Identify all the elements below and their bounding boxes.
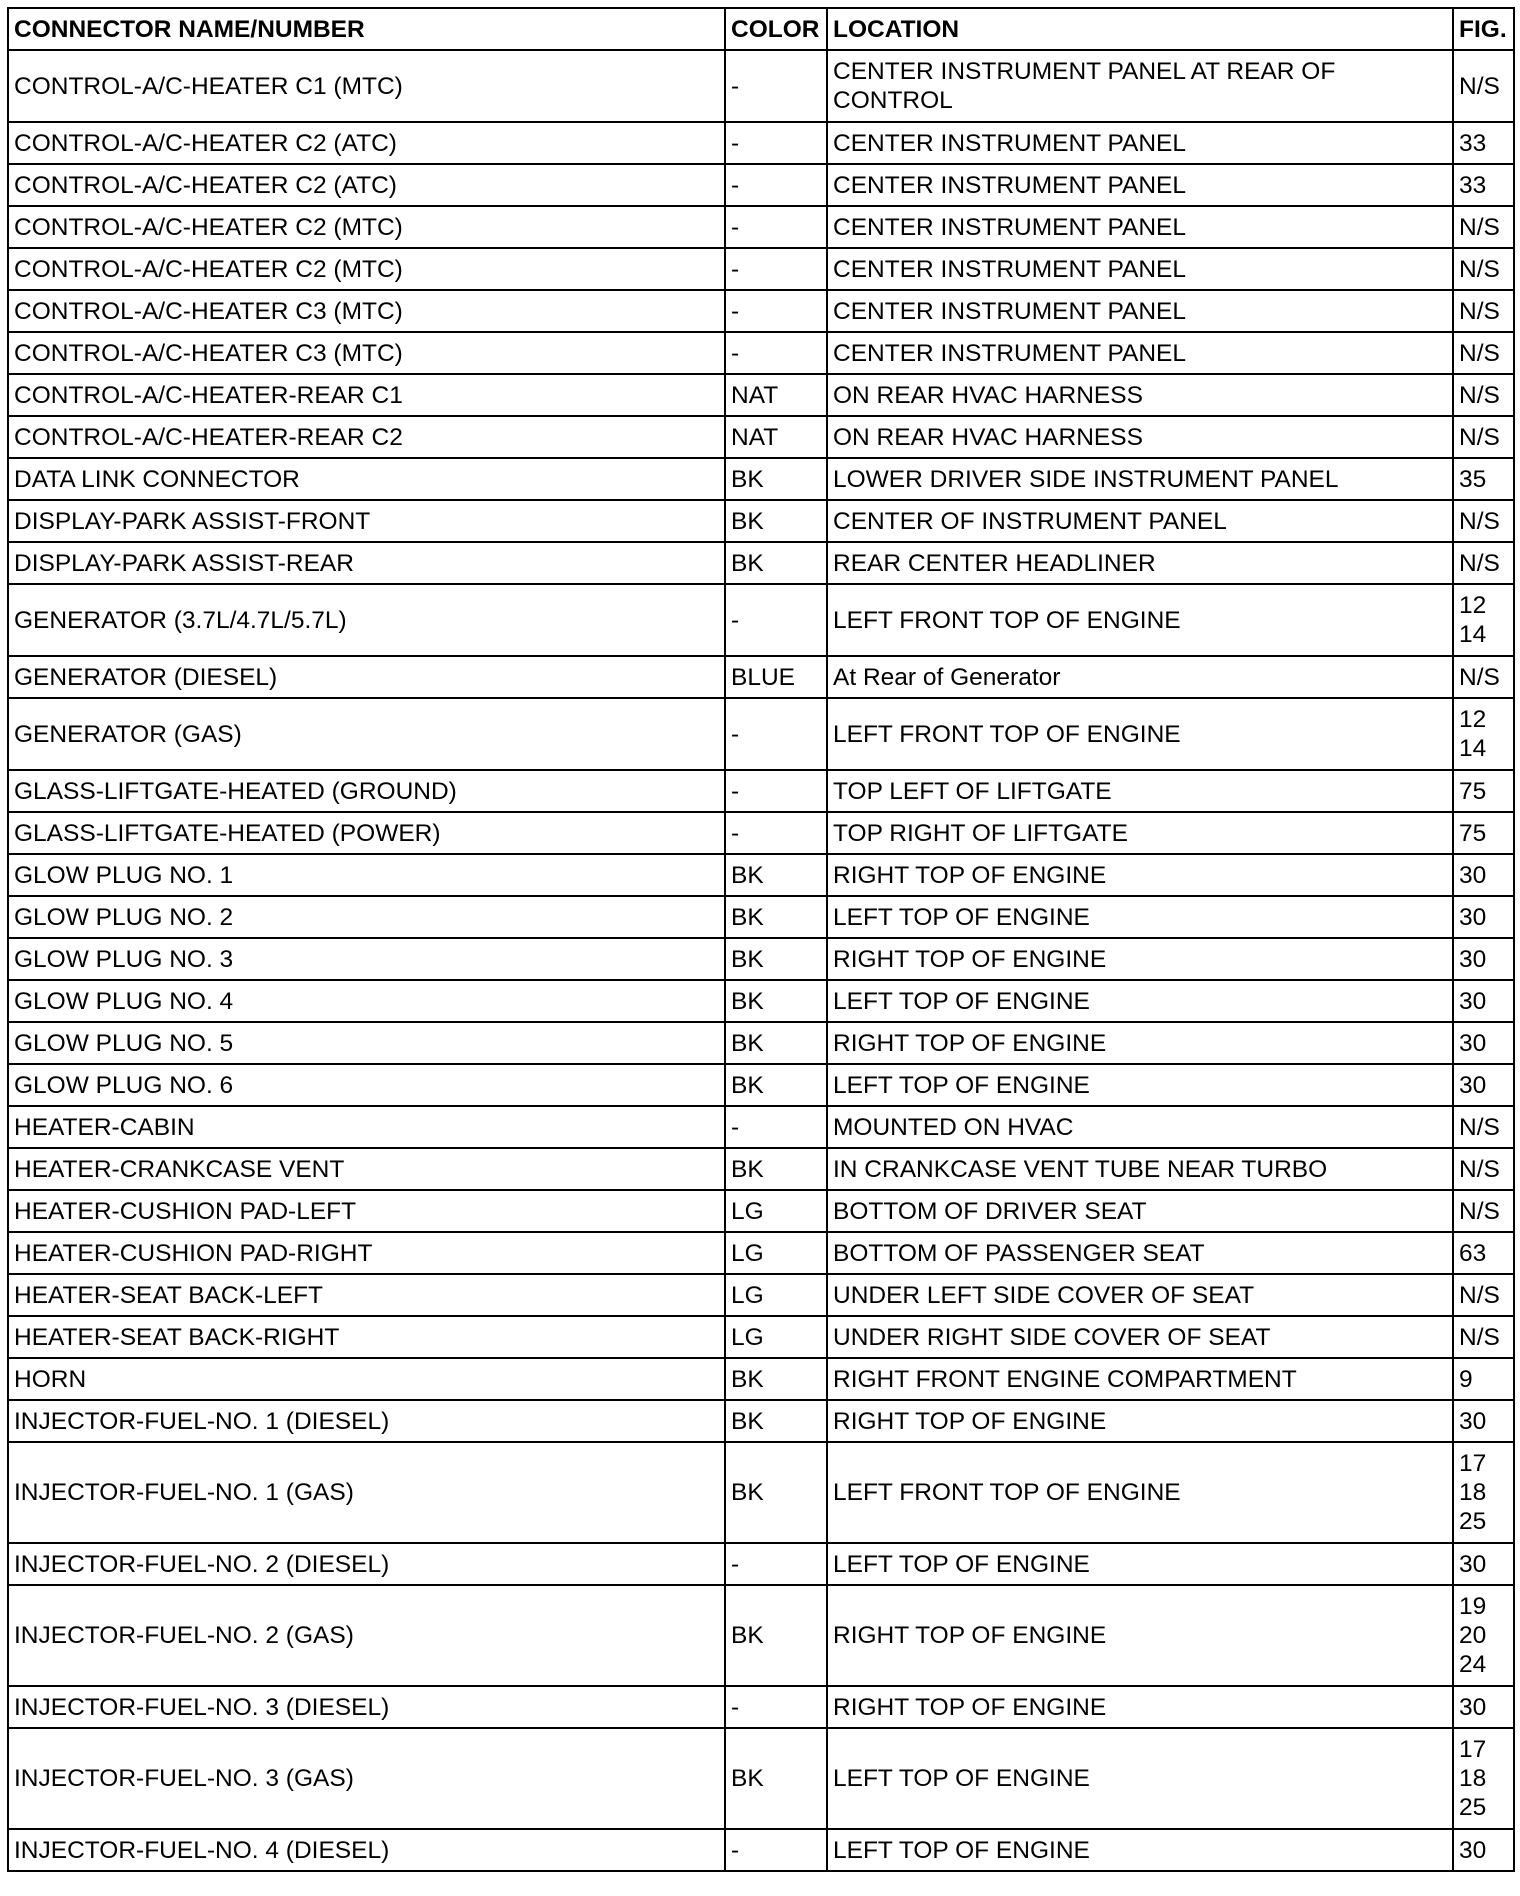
fig-number: 75: [1459, 819, 1487, 847]
location-cell: RIGHT TOP OF ENGINE: [827, 1686, 1453, 1728]
table-row: [8, 1358, 1514, 1400]
fig-number: N/S: [1459, 663, 1500, 691]
connector-name-cell: INJECTOR-FUEL-NO. 2 (GAS): [8, 1585, 725, 1686]
table-row: [8, 1829, 1514, 1871]
table-row: [8, 164, 1514, 206]
fig-number: 63: [1459, 1239, 1487, 1267]
fig-number: N/S: [1459, 507, 1500, 535]
table-row: [8, 1442, 1514, 1543]
connector-name-cell: CONTROL-A/C-HEATER C2 (MTC): [8, 206, 725, 248]
connector-name-cell: HEATER-CABIN: [8, 1106, 725, 1148]
location-cell: UNDER RIGHT SIDE COVER OF SEAT: [827, 1316, 1453, 1358]
table-row: [8, 290, 1514, 332]
location-cell: RIGHT TOP OF ENGINE: [827, 1400, 1453, 1442]
table-row: [8, 1064, 1514, 1106]
fig-cell: [1453, 980, 1514, 1022]
connector-name-cell: HEATER-SEAT BACK-LEFT: [8, 1274, 725, 1316]
fig-number: 30: [1459, 1550, 1487, 1578]
fig-number: N/S: [1459, 1197, 1500, 1225]
fig-cell: [1453, 1022, 1514, 1064]
header-row: [8, 8, 1514, 50]
table-row: [8, 1686, 1514, 1728]
connector-name-cell: HEATER-CUSHION PAD-RIGHT: [8, 1232, 725, 1274]
table-row: [8, 1106, 1514, 1148]
connector-name-cell: INJECTOR-FUEL-NO. 1 (DIESEL): [8, 1400, 725, 1442]
color-cell: -: [725, 584, 827, 656]
fig-cell: [1453, 248, 1514, 290]
table-row: [8, 656, 1514, 698]
fig-number: 30: [1459, 987, 1487, 1015]
location-cell: At Rear of Generator: [827, 656, 1453, 698]
table-row: [8, 500, 1514, 542]
location-cell: LEFT TOP OF ENGINE: [827, 1064, 1453, 1106]
color-cell: LG: [725, 1316, 827, 1358]
location-cell: CENTER INSTRUMENT PANEL: [827, 206, 1453, 248]
color-cell: BK: [725, 542, 827, 584]
connector-name-cell: CONTROL-A/C-HEATER C3 (MTC): [8, 332, 725, 374]
color-cell: -: [725, 290, 827, 332]
fig-cell: [1453, 1232, 1514, 1274]
color-cell: BK: [725, 1358, 827, 1400]
color-cell: LG: [725, 1232, 827, 1274]
fig-number: 30: [1459, 1836, 1487, 1864]
fig-number: N/S: [1459, 381, 1500, 409]
connector-name-cell: GLASS-LIFTGATE-HEATED (GROUND): [8, 770, 725, 812]
location-cell: LOWER DRIVER SIDE INSTRUMENT PANEL: [827, 458, 1453, 500]
location-cell: LEFT TOP OF ENGINE: [827, 980, 1453, 1022]
location-cell: CENTER INSTRUMENT PANEL: [827, 164, 1453, 206]
fig-cell: [1453, 1442, 1514, 1543]
location-cell: LEFT FRONT TOP OF ENGINE: [827, 1442, 1453, 1543]
table-row: [8, 1543, 1514, 1585]
connector-name-cell: INJECTOR-FUEL-NO. 2 (DIESEL): [8, 1543, 725, 1585]
connector-name-cell: GLOW PLUG NO. 6: [8, 1064, 725, 1106]
header-fig: FIG.: [1453, 8, 1514, 50]
fig-cell: [1453, 1274, 1514, 1316]
fig-number: 30: [1459, 1407, 1487, 1435]
connector-name-cell: GLOW PLUG NO. 3: [8, 938, 725, 980]
color-cell: LG: [725, 1274, 827, 1316]
fig-cell: [1453, 1064, 1514, 1106]
fig-cell: [1453, 1316, 1514, 1358]
fig-number: 30: [1459, 861, 1487, 889]
table-row: [8, 50, 1514, 122]
color-cell: -: [725, 1829, 827, 1871]
color-cell: -: [725, 248, 827, 290]
table-row: [8, 1190, 1514, 1232]
fig-cell: [1453, 416, 1514, 458]
location-cell: LEFT FRONT TOP OF ENGINE: [827, 698, 1453, 770]
fig-cell: [1453, 896, 1514, 938]
color-cell: -: [725, 1106, 827, 1148]
color-cell: BLUE: [725, 656, 827, 698]
fig-number: N/S: [1459, 1113, 1500, 1141]
table-row: [8, 938, 1514, 980]
connector-name-cell: INJECTOR-FUEL-NO. 3 (GAS): [8, 1728, 725, 1829]
table-row: [8, 248, 1514, 290]
color-cell: BK: [725, 854, 827, 896]
color-cell: BK: [725, 1585, 827, 1686]
color-cell: -: [725, 1543, 827, 1585]
table-row: [8, 1232, 1514, 1274]
connector-name-cell: GENERATOR (3.7L/4.7L/5.7L): [8, 584, 725, 656]
fig-number: N/S: [1459, 1323, 1500, 1351]
location-cell: LEFT TOP OF ENGINE: [827, 1543, 1453, 1585]
table-row: [8, 416, 1514, 458]
table-row: [8, 206, 1514, 248]
location-cell: RIGHT TOP OF ENGINE: [827, 854, 1453, 896]
fig-cell: [1453, 206, 1514, 248]
fig-number: 12: [1459, 592, 1487, 619]
fig-cell: [1453, 1585, 1514, 1686]
fig-cell: [1453, 1728, 1514, 1829]
fig-number: 9: [1459, 1365, 1473, 1393]
fig-number: N/S: [1459, 549, 1500, 577]
fig-number: 35: [1459, 465, 1487, 493]
location-cell: RIGHT TOP OF ENGINE: [827, 938, 1453, 980]
fig-number: 19: [1459, 1593, 1487, 1620]
fig-number: N/S: [1459, 72, 1500, 100]
fig-number: 30: [1459, 903, 1487, 931]
table-row: [8, 1148, 1514, 1190]
fig-number: 25: [1459, 1508, 1487, 1535]
color-cell: -: [725, 770, 827, 812]
connector-name-cell: GLOW PLUG NO. 1: [8, 854, 725, 896]
fig-cell: [1453, 50, 1514, 122]
table-row: [8, 1400, 1514, 1442]
fig-number: N/S: [1459, 1155, 1500, 1183]
color-cell: -: [725, 206, 827, 248]
location-cell: CENTER INSTRUMENT PANEL: [827, 332, 1453, 374]
color-cell: -: [725, 1686, 827, 1728]
connector-name-cell: HEATER-SEAT BACK-RIGHT: [8, 1316, 725, 1358]
color-cell: BK: [725, 1728, 827, 1829]
connector-name-cell: DISPLAY-PARK ASSIST-REAR: [8, 542, 725, 584]
connector-name-cell: GENERATOR (DIESEL): [8, 656, 725, 698]
table-row: [8, 458, 1514, 500]
table-row: [8, 122, 1514, 164]
fig-cell: [1453, 656, 1514, 698]
color-cell: BK: [725, 1148, 827, 1190]
fig-cell: [1453, 1190, 1514, 1232]
table-row: [8, 1585, 1514, 1686]
location-cell: RIGHT FRONT ENGINE COMPARTMENT: [827, 1358, 1453, 1400]
table-row: [8, 896, 1514, 938]
table-row: [8, 854, 1514, 896]
fig-cell: [1453, 290, 1514, 332]
color-cell: -: [725, 50, 827, 122]
location-cell: TOP LEFT OF LIFTGATE: [827, 770, 1453, 812]
fig-number: 17: [1459, 1736, 1487, 1763]
location-cell: RIGHT TOP OF ENGINE: [827, 1022, 1453, 1064]
fig-number: N/S: [1459, 339, 1500, 367]
color-cell: BK: [725, 1442, 827, 1543]
fig-number: 18: [1459, 1479, 1487, 1506]
table-row: [8, 542, 1514, 584]
color-cell: -: [725, 122, 827, 164]
fig-number: 30: [1459, 1071, 1487, 1099]
connector-name-cell: INJECTOR-FUEL-NO. 1 (GAS): [8, 1442, 725, 1543]
location-cell: BOTTOM OF DRIVER SEAT: [827, 1190, 1453, 1232]
color-cell: BK: [725, 980, 827, 1022]
color-cell: -: [725, 164, 827, 206]
location-cell: TOP RIGHT OF LIFTGATE: [827, 812, 1453, 854]
table-row: [8, 770, 1514, 812]
connector-name-cell: GLOW PLUG NO. 5: [8, 1022, 725, 1064]
fig-cell: [1453, 122, 1514, 164]
color-cell: BK: [725, 500, 827, 542]
color-cell: LG: [725, 1190, 827, 1232]
fig-number: 33: [1459, 171, 1487, 199]
location-cell: LEFT TOP OF ENGINE: [827, 1728, 1453, 1829]
fig-number: 30: [1459, 945, 1487, 973]
fig-cell: [1453, 374, 1514, 416]
connector-name-cell: INJECTOR-FUEL-NO. 4 (DIESEL): [8, 1829, 725, 1871]
table-row: [8, 1728, 1514, 1829]
connector-name-cell: CONTROL-A/C-HEATER C2 (ATC): [8, 164, 725, 206]
table-row: [8, 980, 1514, 1022]
header-connector-name: CONNECTOR NAME/NUMBER: [8, 8, 725, 50]
fig-cell: [1453, 500, 1514, 542]
location-cell: MOUNTED ON HVAC: [827, 1106, 1453, 1148]
location-cell: LEFT TOP OF ENGINE: [827, 896, 1453, 938]
connector-name-cell: INJECTOR-FUEL-NO. 3 (DIESEL): [8, 1686, 725, 1728]
color-cell: BK: [725, 1400, 827, 1442]
connector-table-sheet: [7, 7, 1515, 1872]
fig-number: 24: [1459, 1651, 1487, 1678]
fig-number: 17: [1459, 1450, 1487, 1477]
fig-cell: [1453, 1400, 1514, 1442]
connector-name-cell: CONTROL-A/C-HEATER C1 (MTC): [8, 50, 725, 122]
table-row: [8, 1022, 1514, 1064]
color-cell: -: [725, 698, 827, 770]
connector-name-cell: HEATER-CRANKCASE VENT: [8, 1148, 725, 1190]
fig-number: 33: [1459, 129, 1487, 157]
fig-number: N/S: [1459, 213, 1500, 241]
location-cell: CENTER INSTRUMENT PANEL AT REAR OF CONTROL: [827, 50, 1453, 122]
location-cell: LEFT FRONT TOP OF ENGINE: [827, 584, 1453, 656]
location-cell: REAR CENTER HEADLINER: [827, 542, 1453, 584]
fig-cell: [1453, 458, 1514, 500]
color-cell: BK: [725, 1064, 827, 1106]
fig-cell: [1453, 1358, 1514, 1400]
table-row: [8, 584, 1514, 656]
connector-name-cell: CONTROL-A/C-HEATER-REAR C2: [8, 416, 725, 458]
fig-cell: [1453, 854, 1514, 896]
table-row: [8, 698, 1514, 770]
header-location: LOCATION: [827, 8, 1453, 50]
connector-name-cell: GENERATOR (GAS): [8, 698, 725, 770]
location-cell: ON REAR HVAC HARNESS: [827, 416, 1453, 458]
table-row: [8, 1316, 1514, 1358]
fig-cell: [1453, 812, 1514, 854]
color-cell: -: [725, 332, 827, 374]
location-cell: UNDER LEFT SIDE COVER OF SEAT: [827, 1274, 1453, 1316]
fig-cell: [1453, 164, 1514, 206]
fig-cell: [1453, 698, 1514, 770]
table-row: [8, 374, 1514, 416]
fig-number: 18: [1459, 1765, 1487, 1792]
location-cell: ON REAR HVAC HARNESS: [827, 374, 1453, 416]
connector-name-cell: GLOW PLUG NO. 4: [8, 980, 725, 1022]
fig-number: 30: [1459, 1029, 1487, 1057]
fig-number: 14: [1459, 621, 1487, 648]
color-cell: NAT: [725, 416, 827, 458]
table-row: [8, 812, 1514, 854]
fig-number: N/S: [1459, 255, 1500, 283]
fig-cell: [1453, 1543, 1514, 1585]
connector-name-cell: DATA LINK CONNECTOR: [8, 458, 725, 500]
location-cell: IN CRANKCASE VENT TUBE NEAR TURBO: [827, 1148, 1453, 1190]
connector-name-cell: CONTROL-A/C-HEATER C2 (ATC): [8, 122, 725, 164]
location-cell: BOTTOM OF PASSENGER SEAT: [827, 1232, 1453, 1274]
location-cell: CENTER INSTRUMENT PANEL: [827, 248, 1453, 290]
connector-name-cell: CONTROL-A/C-HEATER C3 (MTC): [8, 290, 725, 332]
fig-cell: [1453, 542, 1514, 584]
table-body: [8, 50, 1514, 1871]
location-cell: RIGHT TOP OF ENGINE: [827, 1585, 1453, 1686]
fig-number: 14: [1459, 735, 1487, 762]
location-cell: CENTER INSTRUMENT PANEL: [827, 122, 1453, 164]
connector-name-cell: DISPLAY-PARK ASSIST-FRONT: [8, 500, 725, 542]
connector-name-cell: CONTROL-A/C-HEATER C2 (MTC): [8, 248, 725, 290]
fig-cell: [1453, 938, 1514, 980]
fig-number: 75: [1459, 777, 1487, 805]
fig-number: N/S: [1459, 297, 1500, 325]
location-cell: LEFT TOP OF ENGINE: [827, 1829, 1453, 1871]
color-cell: BK: [725, 458, 827, 500]
fig-cell: [1453, 584, 1514, 656]
header-color: COLOR: [725, 8, 827, 50]
fig-cell: [1453, 1106, 1514, 1148]
fig-number: N/S: [1459, 423, 1500, 451]
table-row: [8, 1274, 1514, 1316]
fig-number: 20: [1459, 1622, 1487, 1649]
fig-cell: [1453, 1148, 1514, 1190]
location-cell: CENTER INSTRUMENT PANEL: [827, 290, 1453, 332]
fig-number: N/S: [1459, 1281, 1500, 1309]
connector-name-cell: HEATER-CUSHION PAD-LEFT: [8, 1190, 725, 1232]
color-cell: BK: [725, 1022, 827, 1064]
color-cell: -: [725, 812, 827, 854]
color-cell: BK: [725, 896, 827, 938]
fig-cell: [1453, 1829, 1514, 1871]
connector-table: [7, 7, 1515, 1872]
location-cell: CENTER OF INSTRUMENT PANEL: [827, 500, 1453, 542]
connector-name-cell: HORN: [8, 1358, 725, 1400]
connector-name-cell: CONTROL-A/C-HEATER-REAR C1: [8, 374, 725, 416]
color-cell: BK: [725, 938, 827, 980]
fig-number: 30: [1459, 1693, 1487, 1721]
fig-cell: [1453, 770, 1514, 812]
fig-number: 12: [1459, 706, 1487, 733]
fig-cell: [1453, 332, 1514, 374]
connector-name-cell: GLASS-LIFTGATE-HEATED (POWER): [8, 812, 725, 854]
color-cell: NAT: [725, 374, 827, 416]
fig-cell: [1453, 1686, 1514, 1728]
fig-number: 25: [1459, 1794, 1487, 1821]
connector-name-cell: GLOW PLUG NO. 2: [8, 896, 725, 938]
table-row: [8, 332, 1514, 374]
